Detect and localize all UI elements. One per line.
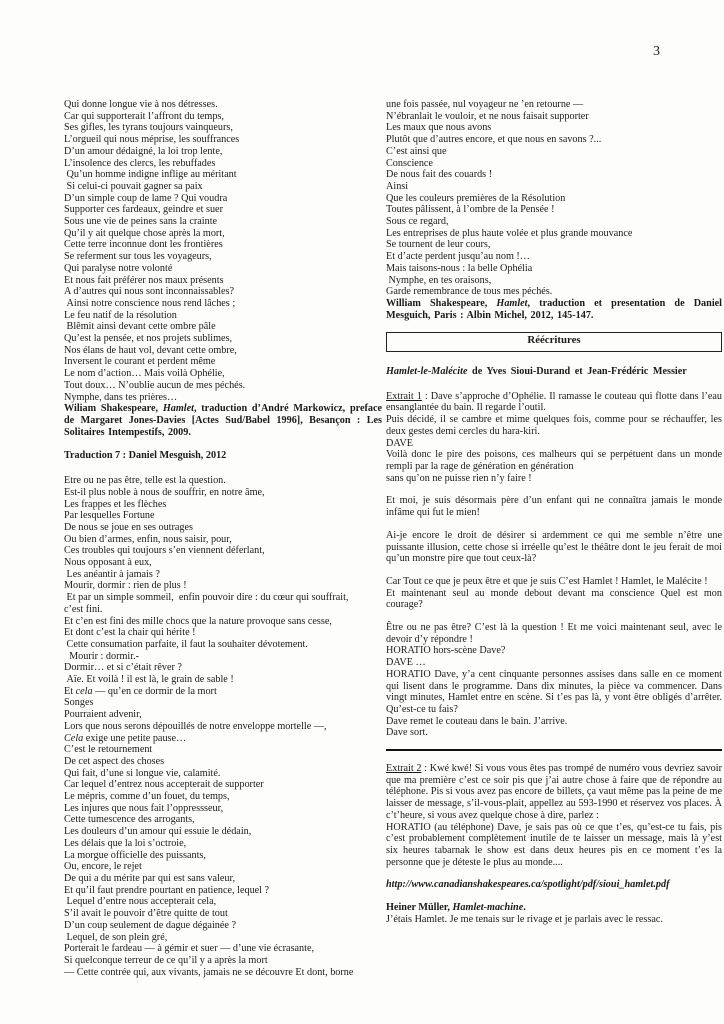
dave-speech-1: [386, 449, 722, 472]
text-run: http://www.canadianshakespeares.ca/spotlight/pdf/sioui_hamlet.pdf: [386, 879, 670, 891]
poem-line: Que les couleurs premières de la Résolution: [386, 192, 566, 204]
poem-mesguish-continued: [386, 99, 722, 298]
poem-line: D’un amour dédaigné, la loi trop lente,: [64, 145, 223, 157]
text-run: de Yves Sioui-Durand et Jean-Frédéric Messier: [467, 366, 687, 378]
poem-line: Nous opposant à eux,: [64, 557, 152, 569]
extrait-1-intro: [386, 391, 722, 414]
poem-line: Ainsi notre conscience nous rend lâches ;: [64, 297, 236, 309]
reecritures-label: Réécritures: [527, 334, 581, 347]
text-run: HORATIO (au téléphone) Dave, je sais pas où ce que t’es, qu’est-ce tu fais, pis c’est probablement complètement inutile de te laisser un message, mais là y’est six heures tabarnak le show est dans deux heures pis en ce moment t’es la personne que je déteste le plus au monde....: [386, 821, 722, 868]
text-run: sans qu’on ne puisse rien n’y faire !: [386, 472, 532, 484]
poem-line: Qu’un homme indigne inflige au méritant: [64, 169, 237, 181]
text-run: J’étais Hamlet. Je me tenais sur le rivage et je parlais avec le ressac.: [386, 913, 663, 925]
text-run: : Dave s’approche d’Ophélie. Il ramasse le couteau qui flotte dans l’eau ensanglantée du bain. Il regarde l’outil.: [386, 390, 722, 414]
text-run: Dave remet le couteau dans le bain. J’arrive.: [386, 715, 568, 727]
poem-line: Ou, encore, le rejet: [64, 861, 142, 873]
poem-line: Inversent le courant et perdent même: [64, 356, 216, 368]
stage-direction-knife: [386, 716, 722, 728]
poem-line: Lequel, de son plein gré,: [64, 931, 168, 943]
text-run: .: [523, 902, 526, 914]
text-run: DAVE: [386, 437, 413, 449]
poem-line: une fois passée, nul voyageur ne ’en retourne —: [386, 99, 584, 110]
extraits-container: [386, 391, 722, 926]
poem-line: Et dont c’est la chair qui hérite !: [64, 627, 196, 639]
poem-line: Est-il plus noble à nous de souffrir, en notre âme,: [64, 486, 265, 498]
text-run: Et maintenant seul au monde debout devant ma conscience Quel est mon courage?: [386, 587, 722, 611]
text-run: , traduction d’André Markowicz, preface de Margaret Jones-Davies [Actes Sud/Babel 1996], Besançon : Les Solitaires Intempestifs, 2009.: [64, 403, 382, 438]
poem-line: c’est fini.: [64, 603, 103, 615]
poem-line: Qu’il y ait quelque chose après la mort,: [64, 227, 225, 239]
poem-line: Le mépris, comme d’un fouet, du temps,: [64, 791, 230, 803]
text-run: cela: [75, 685, 93, 697]
poem-line: Le feu natif de la résolution: [64, 309, 177, 321]
text-run: Ai-je encore le droit de désirer si ardemment ce qui me semble n’être une puissante illusion, cette chose si irréelle qu’est le théâtre dont le jeu ferait de moi qu’un monstre pire que tout ceux-là?: [386, 529, 722, 565]
dave-speech-5: [386, 622, 722, 645]
page-columns: [64, 99, 722, 978]
text-run: Hamlet: [162, 403, 194, 415]
poem-line: Ou bien d’armes, enfin, nous saisir, pour,: [64, 533, 232, 545]
poem-line: Mourir, dormir : rien de plus !: [64, 580, 187, 592]
poem-line: D’un simple coup de lame ? Qui voudra: [64, 192, 228, 204]
poem-line: Car qui supporterait l’affront du temps,: [64, 110, 224, 122]
text-run: Wiliam Shakespeare,: [64, 403, 163, 415]
horatio-speech: [386, 669, 722, 716]
poem-line: Se tournent de leur cours,: [386, 239, 491, 251]
dave-speech-4: [386, 576, 722, 588]
poem-line: Qu’est la pensée, et nos projets sublimes,: [64, 333, 233, 345]
stage-direction-exit: [386, 727, 722, 739]
poem-line: Sous ce regard,: [386, 216, 449, 228]
poem-line: N’ébranlait le vouloir, et ne nous faisait supporter: [386, 110, 589, 122]
poem-line: Les maux que nous avons: [386, 122, 492, 134]
poem-line: Cette tumescence des arrogants,: [64, 814, 195, 826]
poem-line: Plutôt que d’autres encore, et que nous en savons ?...: [386, 134, 602, 146]
poem-line: Se referment sur tous les voyageurs,: [64, 251, 212, 263]
poem-line: Ses gifles, les tyrans toujours vainqueurs,: [64, 122, 233, 134]
poem-mesguish-translation: [64, 475, 382, 978]
text-run: William Shakespeare,: [386, 297, 497, 309]
translation-7-heading: Traduction 7 : Daniel Mesguish, 2012: [64, 450, 227, 462]
text-run: Être ou ne pas être? C’est là la question ! Et me voici maintenant seul, avec le devoir d’y répondre !: [386, 622, 722, 645]
extrait-2-monologue: [386, 763, 722, 822]
poem-line: Les douleurs d’un amour qui essuie le dédain,: [64, 826, 252, 838]
poem-line: Songes: [64, 697, 94, 709]
text-run: : Kwé kwé! Si vous vous êtes pas trompé de numéro vous devriez savoir que ma première c’est ce soir pis que j’ai autre chose à faire que de répondre au téléphone. Pis si vous avez pas encore de billets, ça vaut même pas la peine de me laisser de message, s’il-vous-plait, appellez au 593-1990 et réservez vos places. À c’t’heure, si vous avez quelque chose à dire, parlez :: [386, 763, 722, 821]
poem-line: De nous fait des couards !: [386, 169, 493, 181]
poem-line: Pourraient advenir,: [64, 709, 142, 721]
poem-line: L’orgueil qui nous méprise, les souffrances: [64, 134, 240, 146]
poem-line: Cette terre inconnue dont les frontières: [64, 239, 223, 251]
poem-line: D’un coup seulement de dague dégainée ?: [64, 919, 236, 931]
poem-line: Qui paralyse notre volonté: [64, 262, 173, 274]
poem-line: Qui donne longue vie à nos détresses.: [64, 99, 218, 110]
section-divider: [386, 749, 722, 751]
poem-line: Par lesquelles Fortune: [64, 510, 155, 522]
poem-line: Conscience: [386, 157, 433, 169]
poem-line: Si quelconque terreur de ce qu’il y a après la mort: [64, 954, 268, 966]
heiner-muller-text: [386, 914, 722, 926]
right-column: [386, 99, 722, 978]
text-run: Et moi, je suis désormais père d’un enfant qui ne connaîtra jamais le monde infâme qui fut le mien!: [386, 495, 722, 519]
poem-line: Ainsi: [386, 180, 409, 192]
horatio-line: [386, 645, 722, 657]
text-run: HORATIO Dave, y’a cent cinquante personnes assises dans salle en ce moment qui lisent dans le programme. Dans dix minutes, la pièce va commencer. Dans vingt minutes, Hamlet entre en scène. Si t’es pas là, y vont être obligés d’arrêter. Qu’est-ce tu fais?: [386, 668, 722, 715]
poem-line: Garde remembrance de tous mes péchés.: [386, 286, 553, 298]
poem-line: A d’autres qui nous sont inconnaissables?: [64, 286, 235, 298]
left-column: [64, 99, 382, 978]
poem-line: Les délais que la loi s’octroie,: [64, 837, 187, 849]
text-run: Hamlet: [496, 297, 528, 309]
poem-line: Et par un simple sommeil, enfin pouvoir dire : du cœur qui souffrait,: [64, 592, 349, 604]
poem-line: Nymphe, en tes oraisons,: [386, 274, 492, 286]
horatio-phone-speech: [386, 822, 722, 869]
poem-line: Nymphe, dans tes prières…: [64, 391, 178, 403]
poem-markowicz-translation: [64, 99, 382, 403]
poem-line: Lequel d’entre nous accepterait cela,: [64, 896, 217, 908]
text-run: HORATIO hors-scène Dave?: [386, 645, 506, 657]
text-run: Hamlet-le-Malécite: [386, 366, 468, 378]
dave-speech-1-cont: [386, 473, 722, 485]
poem-line: Mais taisons-nous : la belle Ophélia: [386, 262, 533, 274]
poem-line: C’est ainsi que: [386, 145, 447, 157]
text-run: Dave sort.: [386, 727, 428, 739]
text-run: Et: [64, 685, 76, 697]
text-run: exige une petite pause…: [83, 732, 187, 744]
poem-line: Cette consumation parfaite, il faut la souhaiter dévotement.: [64, 638, 308, 650]
poem-line: Les anéantir à jamais ?: [64, 568, 160, 580]
text-run: Cela: [64, 732, 84, 744]
text-run: DAVE …: [386, 657, 426, 669]
poem-line: Les frappes et les flèches: [64, 498, 167, 510]
poem-line: Mourir : dormir.-: [64, 650, 139, 662]
poem-line: Si celui-ci pouvait gagner sa paix: [64, 180, 203, 192]
dave-speaker: [386, 438, 722, 450]
poem-line: Et d’acte perdent jusqu’au nom !…: [386, 251, 530, 263]
poem-line: Et qu’il faut prendre pourtant en patience, lequel ?: [64, 884, 270, 896]
poem-line: Les entreprises de plus haute volée et plus grande mouvance: [386, 227, 633, 239]
text-run: Hamlet-machine: [452, 902, 524, 914]
attribution-markowicz: [64, 403, 382, 438]
poem-line: Toutes pâlissent, à l’ombre de la Pensée !: [386, 204, 555, 216]
poem-line: Dormir… et si c’était rêver ?: [64, 662, 182, 674]
attribution-mesguich: [386, 298, 722, 321]
poem-line: La morgue officielle des puissants,: [64, 849, 206, 861]
poem-line: — Cette contrée qui, aux vivants, jamais ne se découvre Et dont, borne: [64, 966, 354, 978]
poem-line: Car lequel d’entrez nous accepterait de supporter: [64, 779, 264, 791]
poem-line: Blêmit ainsi devant cette ombre pâle: [64, 321, 216, 333]
text-run: , traduction et presentation de Daniel Mesguich, Paris : Albin Michel, 2012, 145-147.: [386, 297, 722, 321]
poem-line: De cet aspect des choses: [64, 755, 165, 767]
poem-line: Nos élans de haut vol, devant cette ombre,: [64, 344, 237, 356]
extrait-1-stage-direction: [386, 414, 722, 437]
text-run: Car Tout ce que je peux être et que je suis C’est Hamlet ! Hamlet, le Malécite !: [386, 575, 708, 587]
poem-line: L’insolence des clercs, les rebuffades: [64, 157, 216, 169]
poem-line: De qui a du mérite par qui est sans valeur,: [64, 873, 236, 884]
poem-line: Le nom d’action… Mais voilà Ophélie,: [64, 368, 225, 380]
text-run: — qu’en ce dormir de la mort: [92, 685, 217, 697]
poem-line: Etre ou ne pas être, telle est la question.: [64, 475, 226, 487]
poem-line: Tout doux… N’oublie aucun de mes péchés.: [64, 379, 246, 391]
poem-line: S’il avait le pouvoir d’être quitte de tout: [64, 908, 228, 920]
poem-line: Et nous fait préférer nos maux présents: [64, 274, 224, 286]
poem-line: [64, 686, 382, 698]
poem-line: Supporter ces fardeaux, geindre et suer: [64, 204, 223, 216]
text-run: Voilà donc le pire des poisons, ces malheurs qui se perpétuent dans un monde rempli par la rage de génération en génération: [386, 449, 722, 472]
poem-line: De nous se joue en ses outrages: [64, 521, 194, 533]
text-run: Heiner Müller,: [386, 902, 453, 914]
heiner-muller-heading: [386, 902, 722, 914]
dave-speech-4-cont: [386, 588, 722, 611]
reecritures-section-box: [386, 332, 722, 352]
hamlet-le-malecite-title: [386, 366, 722, 378]
poem-line: C’est le retournement: [64, 744, 153, 756]
poem-line: Porterait le fardeau — à gémir et suer — d’une vie écrasante,: [64, 943, 315, 955]
source-url: [386, 879, 722, 891]
poem-line: Ces troubles qui toujours s’en viennent déferlant,: [64, 545, 265, 557]
poem-line: Les injures que nous fait l’oppressseur,: [64, 802, 224, 814]
poem-line: Lors que nous serons dépouillés de notre enveloppe mortelle —,: [64, 720, 327, 732]
poem-line: Aïe. Et voilà ! il est là, le grain de sable !: [64, 674, 234, 686]
page-number: 3: [653, 44, 660, 59]
poem-line: Qui fait, d’une si longue vie, calamité.: [64, 767, 221, 779]
poem-line: Sous une vie de peines sans la crainte: [64, 216, 218, 228]
text-run: Extrait 1: [386, 390, 422, 402]
dave-speech-2: [386, 495, 722, 518]
text-run: Puis décidé, il se cambre et mime quelques fois, comme pour se réchauffer, les deux gestes demi cercles du hara-kiri.: [386, 414, 722, 437]
dave-ellipsis: [386, 657, 722, 669]
text-run: Extrait 2: [386, 763, 422, 775]
dave-speech-3: [386, 530, 722, 565]
poem-line: [64, 733, 382, 745]
poem-line: Et c’en est fini des mille chocs que la nature provoque sans cesse,: [64, 615, 332, 627]
